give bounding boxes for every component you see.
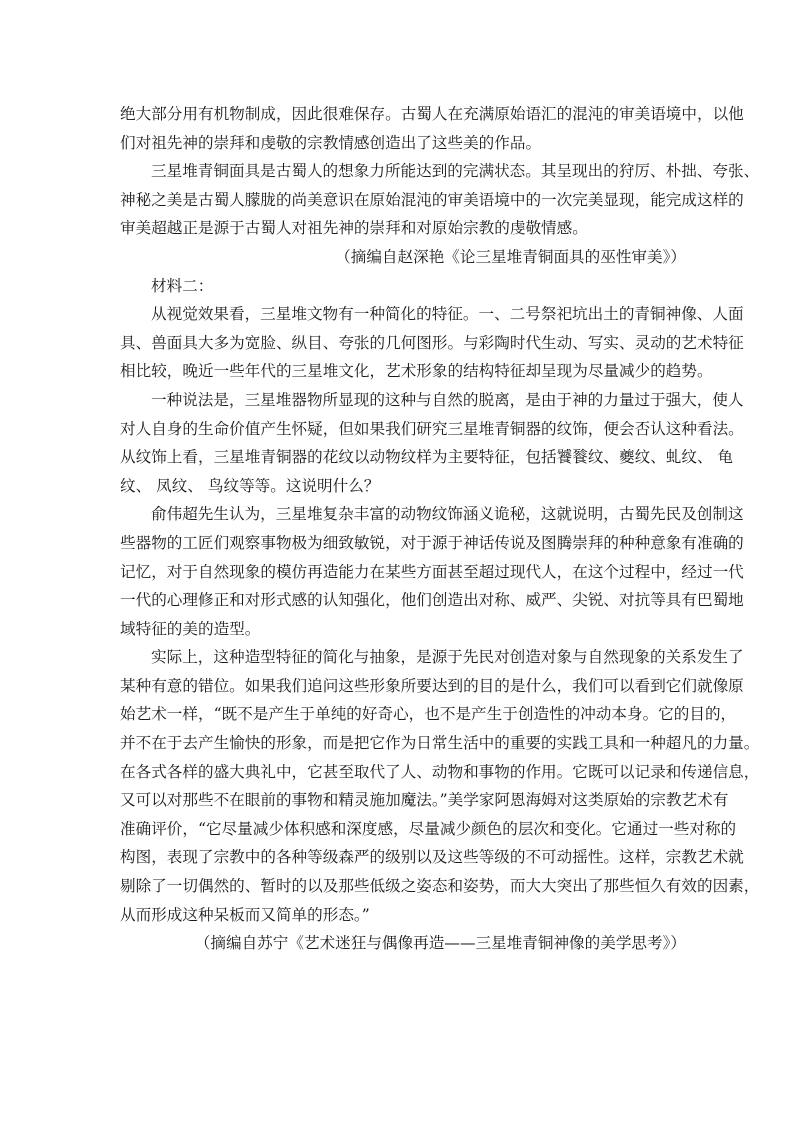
text-line: 三星堆青铜面具是古蜀人的想象力所能达到的完满状态。其呈现出的狩厉、朴拙、夸张、 (151, 162, 760, 181)
text-line: 实际上，这种造型特征的简化与抽象，是源于先民对创造对象与自然现象的关系发生了 (151, 648, 744, 667)
section-heading: 材料二： (151, 276, 214, 295)
text-line: 一代的心理修正和对形式感的认知强化，他们创造出对称、威严、尖锐、对抗等具有巴蜀地 (120, 591, 744, 610)
text-line: 始艺术一样，“既不是产生于单纯的好奇心，也不是产生于创造性的冲动本身。它的目的， (120, 705, 737, 724)
text-line: 一种说法是，三星堆器物所显现的这种与自然的脱离，是由于神的力量过于强大，使人 (151, 390, 744, 409)
text-line: 记忆，对于自然现象的模仿再造能力在某些方面甚至超过现代人，在这个过程中，经过一代 (120, 562, 744, 581)
text-line: 从而形成这种呆板而又简单的形态。” (120, 905, 370, 924)
text-line: 绝大部分用有机物制成，因此很难保存。古蜀人在充满原始语汇的混沌的审美语境中，以他 (120, 105, 744, 123)
text-line: 准确评价，“它尽量减少体积感和深度感，尽量减少颜色的层次和变化。它通过一些对称的 (120, 819, 737, 838)
text-line: 域特征的美的造型。 (120, 619, 261, 638)
source-citation: （摘编自苏宁《艺术迷狂与偶像再造——三星堆青铜神像的美学思考》） (194, 934, 686, 953)
text-line: 构图，表现了宗教中的各种等级森严的级别以及这些等级的不可动摇性。这样，宗教艺术就 (120, 848, 744, 867)
source-citation: （摘编自赵深艳《论三星堆青铜面具的巫性审美》） (335, 247, 686, 266)
text-line: 又可以对那些不在眼前的事物和精灵施加魔法。”美学家阿恩海姆对这类原始的宗教艺术有 (120, 791, 729, 810)
text-line: 纹、 凤纹、 鸟纹等等。这说明什么？ (120, 476, 380, 495)
text-line: 并不在于去产生愉快的形象，而是把它作为日常生活中的重要的实践工具和一种超凡的力量。 (120, 734, 760, 753)
text-line: 剔除了一切偶然的、暂时的以及那些低级之姿态和姿势，而大大突出了那些恒久有效的因素， (120, 877, 760, 896)
text-line: 从视觉效果看，三星堆文物有一种简化的特征。一、二号祭祀坑出土的青铜神像、人面 (151, 305, 744, 324)
text-line: 对人自身的生命价值产生怀疑，但如果我们研究三星堆青铜器的纹饰，便会否认这种看法。 (120, 419, 744, 438)
text-line: 审美超越正是源于古蜀人对祖先神的崇拜和对原始宗教的虔敬情感。 (120, 219, 588, 238)
text-line: 些器物的工匠们观察事物极为细致敏锐，对于源于神话传说及图腾崇拜的种种意象有准确的 (120, 533, 744, 552)
text-line: 具、兽面具大多为宽脸、纵目、夸张的几何图形。与彩陶时代生动、写实、灵动的艺术特征 (120, 333, 744, 352)
text-line: 们对祖先神的崇拜和虔敬的宗教情感创造出了这些美的作品。 (120, 133, 542, 152)
text-line: 相比较，晚近一些年代的三星堆文化，艺术形象的结构特征却呈现为尽量减少的趋势。 (120, 362, 713, 381)
text-line: 神秘之美是古蜀人朦胧的尚美意识在原始混沌的审美语境中的一次完美显现，能完成这样的 (120, 190, 744, 209)
text-line: 某种有意的错位。如果我们追问这些形象所要达到的目的是什么，我们可以看到它们就像原 (120, 676, 744, 695)
text-line: 从纹饰上看，三星堆青铜器的花纹以动物纹样为主要特征，包括饕餮纹、夔纹、虬纹、 龟 (120, 448, 734, 467)
document-page (120, 100, 760, 958)
text-line: 在各式各样的盛大典礼中，它甚至取代了人、动物和事物的作用。它既可以记录和传递信息， (120, 762, 760, 781)
text-line: 俞伟超先生认为，三星堆复杂丰富的动物纹饰涵义诡秘，这就说明，古蜀先民及创制这 (151, 505, 744, 524)
